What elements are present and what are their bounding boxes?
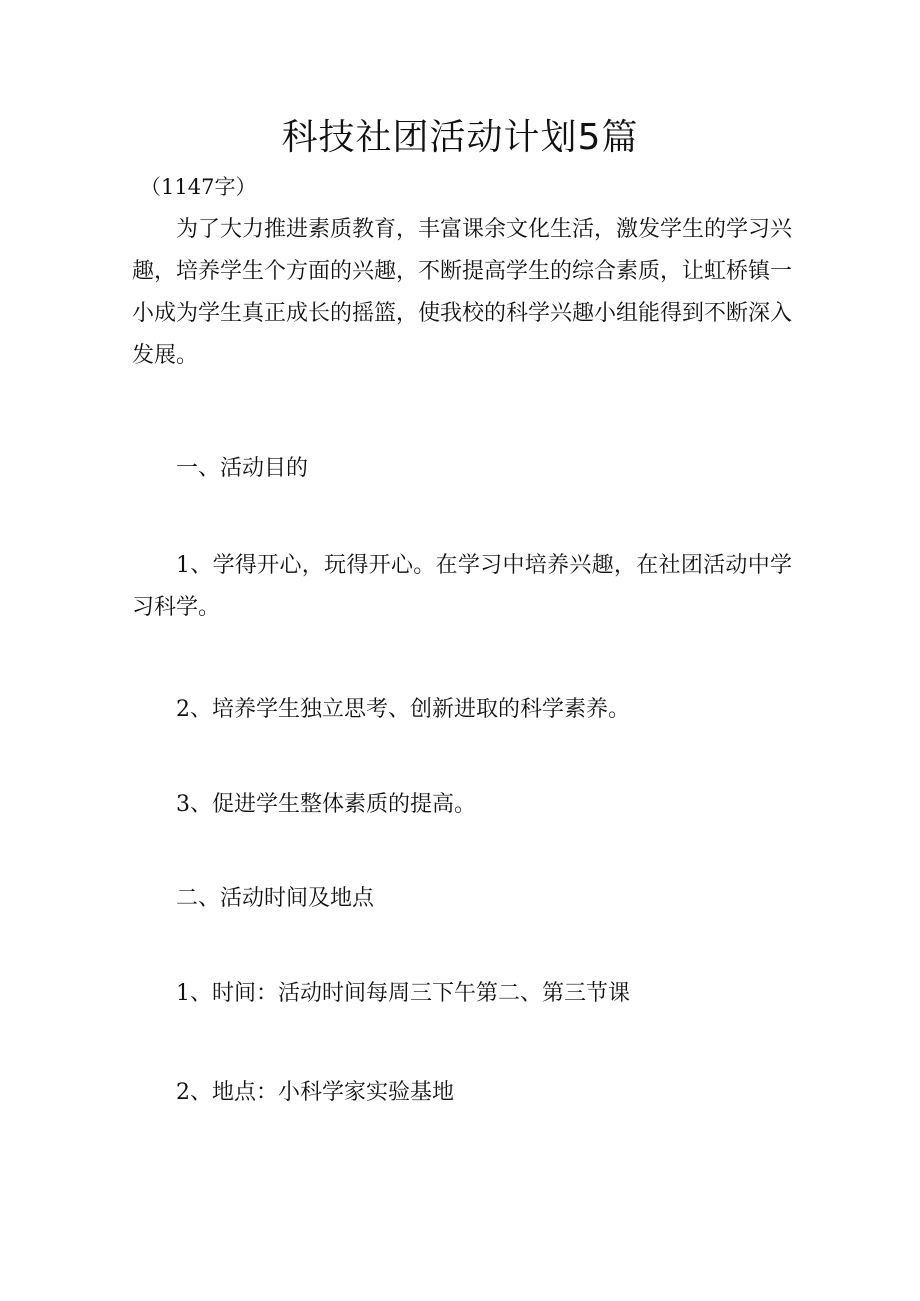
document-title: 科技社团活动计划5篇 (281, 117, 639, 158)
purpose-item-1: 1、学得开心，玩得开心。在学习中培养兴趣，在社团活动中学习科学。 (132, 553, 792, 620)
section-heading-time-place: 二、活动时间及地点 (176, 886, 375, 911)
word-count: （1147字） (140, 175, 257, 199)
purpose-item-3: 3、促进学生整体素质的提高。 (176, 792, 476, 817)
purpose-item-2: 2、培养学生独立思考、创新进取的科学素养。 (176, 697, 630, 722)
time-item: 1、时间：活动时间每周三下午第二、第三节课 (176, 981, 630, 1006)
intro-paragraph: 为了大力推进素质教育，丰富课余文化生活，激发学生的学习兴趣，培养学生个方面的兴趣，不断提高学生的综合素质，让虹桥镇一小成为学生真正成长的摇篮，使我校的科学兴趣小组能得到不断深入发展。 (132, 217, 793, 368)
place-item: 2、地点：小科学家实验基地 (176, 1080, 454, 1105)
section-heading-purpose: 一、活动目的 (176, 456, 309, 481)
